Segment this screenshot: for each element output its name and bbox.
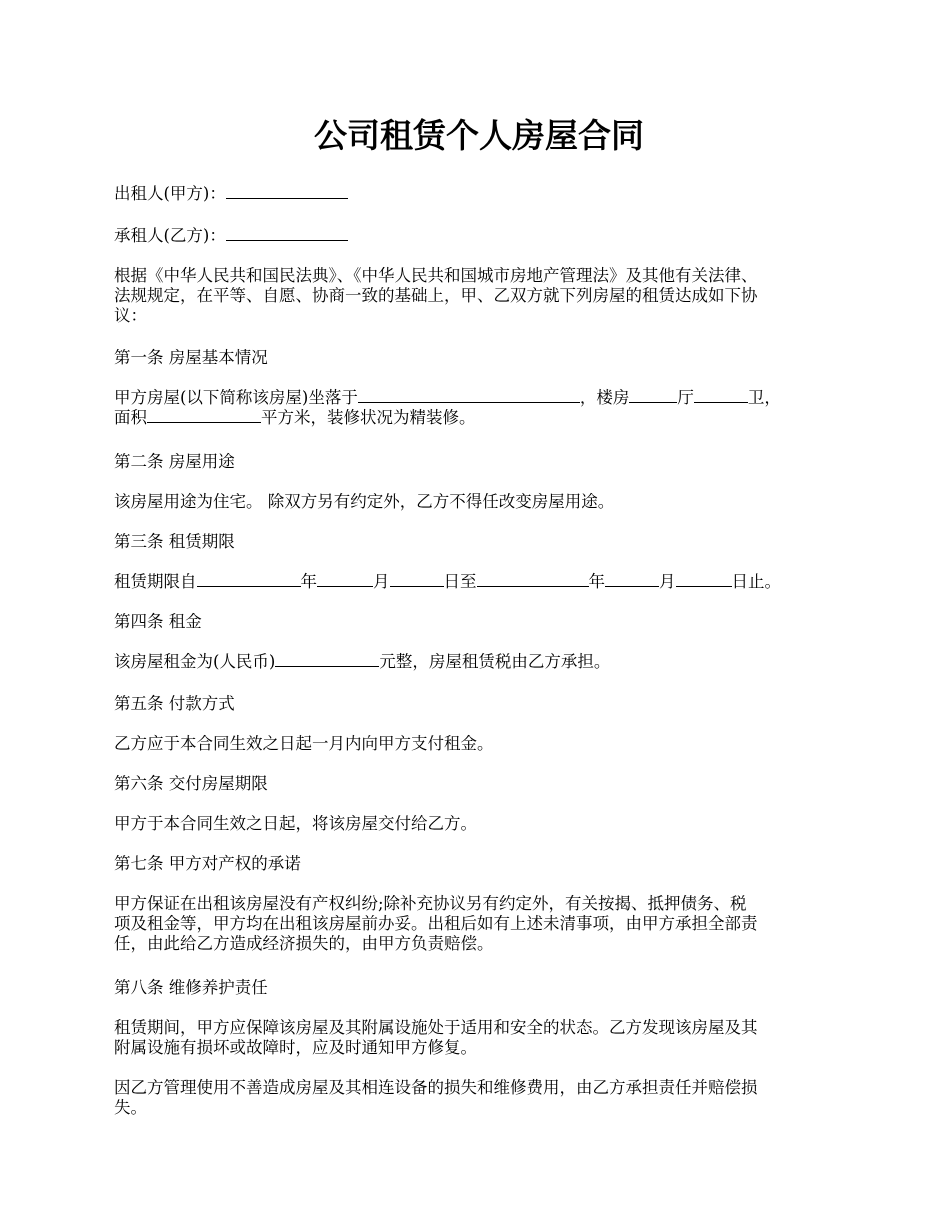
article8-line: 失。	[114, 1098, 147, 1117]
article1-text: 厅	[677, 388, 694, 407]
article1-line	[114, 388, 844, 408]
article1-text: 卫，	[747, 388, 781, 407]
article5-heading: 第五条 付款方式	[114, 694, 235, 713]
article7-body	[114, 894, 844, 954]
article3-text: 月	[659, 572, 676, 591]
article2-body: 该房屋用途为住宅。 除双方另有约定外，乙方不得任改变房屋用途。	[114, 492, 615, 511]
lessee-blank[interactable]	[226, 226, 348, 241]
end-day-blank[interactable]	[676, 572, 732, 587]
preamble-line: 法规规定，在平等、自愿、协商一致的基础上，甲、乙双方就下列房屋的租赁达成如下协	[114, 286, 758, 305]
article4-body	[114, 652, 844, 672]
article8-heading: 第八条 维修养护责任	[114, 978, 268, 997]
preamble-line: 议：	[114, 306, 147, 325]
article8-line: 附属设施有损坏或故障时，应及时通知甲方修复。	[114, 1038, 477, 1057]
address-blank[interactable]	[358, 388, 580, 403]
bath-blank[interactable]	[694, 388, 748, 403]
rent-amount-blank[interactable]	[275, 652, 379, 667]
preamble-paragraph	[114, 266, 844, 326]
article3-text: 年	[300, 572, 317, 591]
article4-text: 该房屋租金为(人民币)	[114, 652, 276, 671]
article1-heading: 第一条 房屋基本情况	[114, 348, 268, 367]
article1-text: 面积	[114, 408, 147, 427]
article7-line: 项及租金等，甲方均在出租该房屋前办妥。出租后如有上述未清事项，由甲方承担全部责	[114, 914, 758, 933]
article2-heading: 第二条 房屋用途	[114, 452, 235, 471]
article3-body	[114, 572, 844, 592]
lessee-line	[114, 226, 844, 246]
article7-heading: 第七条 甲方对产权的承诺	[114, 854, 301, 873]
article1-body	[114, 388, 844, 428]
preamble-line: 根据《中华人民共和国民法典》、《中华人民共和国城市房地产管理法》及其他有关法律、	[114, 266, 758, 285]
article8-paragraph-1	[114, 1018, 844, 1058]
lessor-line	[114, 184, 844, 204]
article3-text: 年	[588, 572, 605, 591]
article3-text: 日止。	[731, 572, 781, 591]
hall-blank[interactable]	[629, 388, 677, 403]
area-blank[interactable]	[147, 408, 261, 423]
lessor-label: 出租人(甲方)：	[114, 184, 226, 203]
article1-text: 平方米，装修状况为精装修。	[261, 408, 476, 427]
end-month-blank[interactable]	[605, 572, 659, 587]
article3-heading: 第三条 租赁期限	[114, 532, 235, 551]
lessee-label: 承租人(乙方)：	[114, 226, 226, 245]
article3-text: 月	[373, 572, 390, 591]
article4-text: 元整，房屋租赁税由乙方承担。	[379, 652, 611, 671]
article8-paragraph-2	[114, 1078, 844, 1118]
article1-text: 甲方房屋(以下简称该房屋)坐落于	[114, 388, 358, 407]
article8-line: 租赁期间，甲方应保障该房屋及其附属设施处于适用和安全的状态。乙方发现该房屋及其	[114, 1018, 758, 1037]
article3-text: 日至	[443, 572, 477, 591]
end-year-blank[interactable]	[477, 572, 589, 587]
article8-line: 因乙方管理使用不善造成房屋及其相连设备的损失和维修费用，由乙方承担责任并赔偿损	[114, 1078, 758, 1097]
start-month-blank[interactable]	[317, 572, 373, 587]
article5-body: 乙方应于本合同生效之日起一月内向甲方支付租金。	[114, 734, 494, 753]
article3-text: 租赁期限自	[114, 572, 197, 591]
article6-body: 甲方于本合同生效之日起，将该房屋交付给乙方。	[114, 814, 477, 833]
article1-text: ，楼房	[579, 388, 630, 407]
article7-line: 甲方保证在出租该房屋没有产权纠纷;除补充协议另有约定外，有关按揭、抵押债务、税	[114, 894, 747, 913]
start-year-blank[interactable]	[197, 572, 301, 587]
article6-heading: 第六条 交付房屋期限	[114, 774, 268, 793]
document-title: 公司租赁个人房屋合同	[314, 116, 644, 155]
article7-line: 任，由此给乙方造成经济损失的，由甲方负责赔偿。	[114, 934, 494, 953]
lessor-blank[interactable]	[226, 184, 348, 199]
article4-heading: 第四条 租金	[114, 612, 202, 631]
start-day-blank[interactable]	[390, 572, 444, 587]
article1-line	[114, 408, 844, 428]
